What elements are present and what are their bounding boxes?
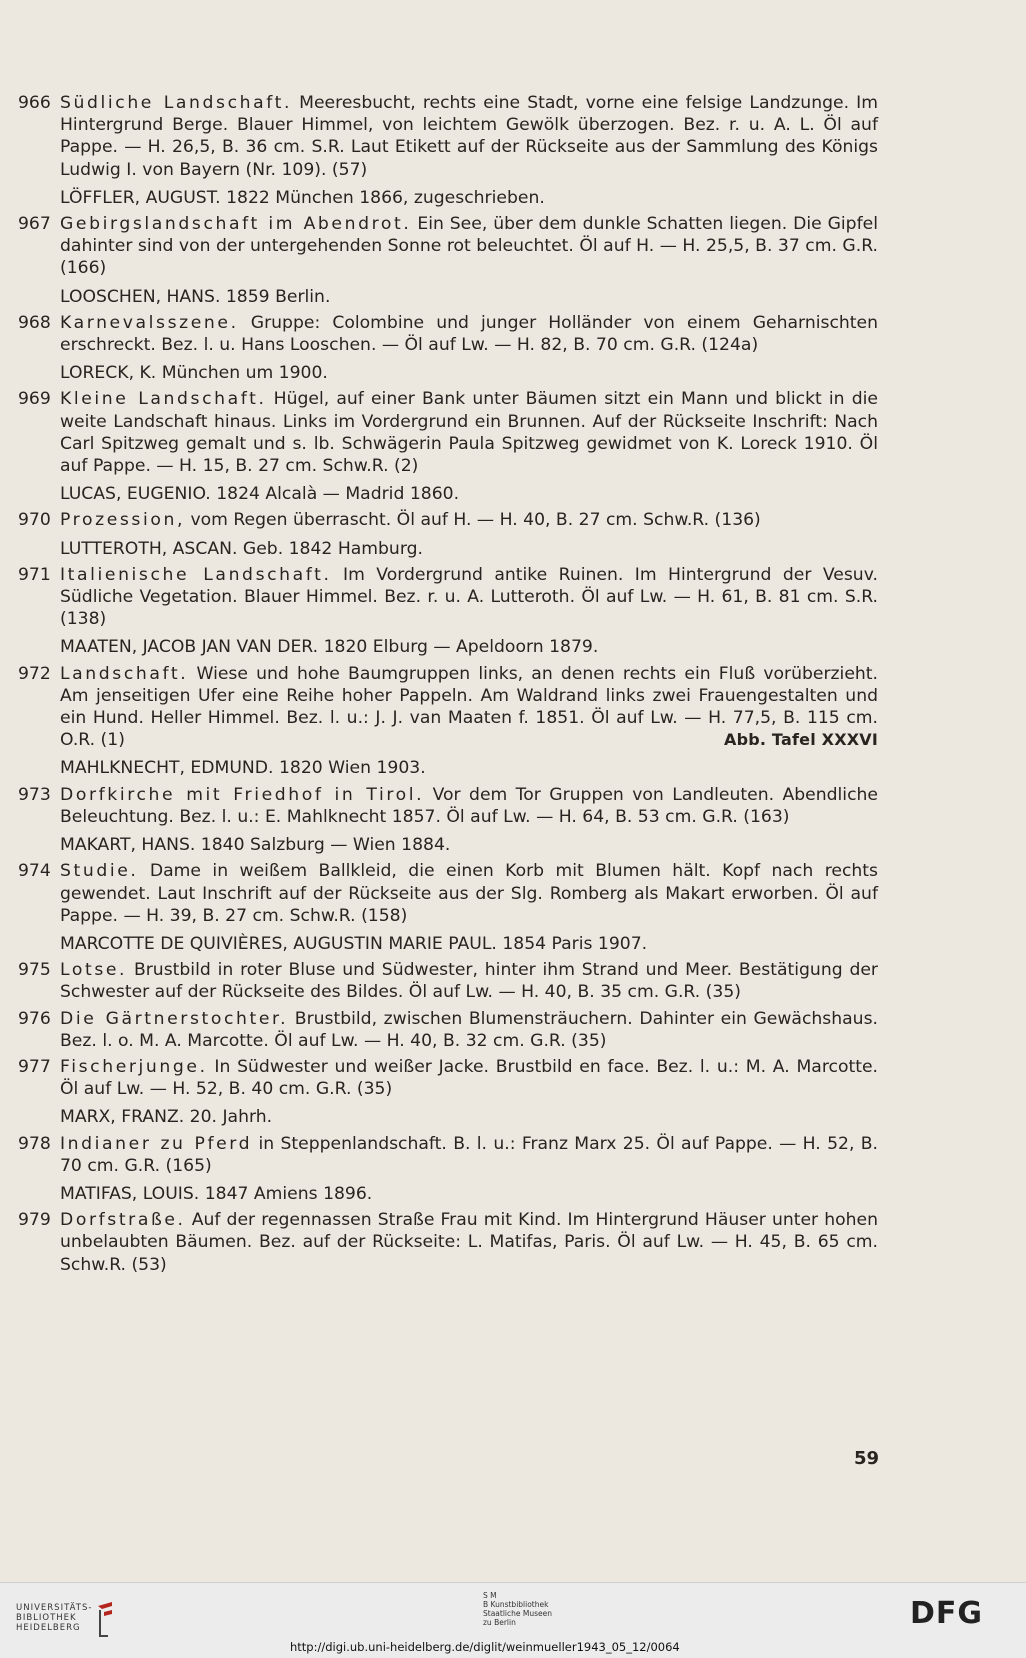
artwork-title: Studie. <box>60 861 139 882</box>
artwork-title: Gebirgslandschaft im Abendrot. <box>60 214 412 235</box>
catalog-entry <box>18 1008 878 1052</box>
university-library-label[interactable] <box>16 1603 92 1633</box>
lot-number: 969 <box>18 389 51 410</box>
artwork-description: Vor dem Tor Gruppen von Landleuten. Abendliche Beleuchtung. Bez. l. u.: E. Mahlknecht 1857. Öl auf Lw. — H. 64, B. 53 cm. G.R. (163) <box>60 784 878 827</box>
artist-heading: LÖFFLER, AUGUST. 1822 München 1866, zugeschrieben. <box>60 187 545 208</box>
catalog-entry <box>18 564 878 631</box>
catalog-entry <box>18 959 878 1003</box>
artwork-title: Dorfkirche mit Friedhof in Tirol. <box>60 784 425 805</box>
artwork-title: Karnevalsszene. <box>60 312 239 333</box>
artwork-title: Landschaft. <box>60 663 189 684</box>
artist-heading: MAATEN, JACOB JAN VAN DER. 1820 Elburg — Apeldoorn 1879. <box>60 637 599 658</box>
catalog-content <box>18 92 878 1276</box>
catalog-entry <box>18 860 878 927</box>
lot-number: 974 <box>18 861 51 882</box>
artist-heading: MAHLKNECHT, EDMUND. 1820 Wien 1903. <box>60 758 426 779</box>
lot-number: 977 <box>18 1056 51 1077</box>
artwork-description: Brustbild, zwischen Blumensträuchern. Dahinter ein Gewächshaus. Bez. l. o. M. A. Marcotte. Öl auf Lw. — H. 40, B. 32 cm. G.R. (35) <box>60 1008 878 1051</box>
artwork-description: Wiese und hohe Baumgruppen links, an denen rechts ein Fluß vorüberzieht. Am jenseitigen Ufer eine Reihe hoher Pappeln. Am Waldrand links zwei Frauengestalten und ein Hund. Heller Himmel. Bez. l. u.: J. J. van Maaten f. 1851. Öl auf Lw. — H. 77,5, B. 115 cm. O.R. (1) <box>60 663 878 751</box>
lot-number: 966 <box>18 93 51 113</box>
artwork-title: Italienische Landschaft. <box>60 564 332 585</box>
artwork-title: Fischerjunge. <box>60 1056 208 1077</box>
artist-heading: LUCAS, EUGENIO. 1824 Alcalà — Madrid 1860. <box>60 484 460 505</box>
lot-number: 970 <box>18 510 51 531</box>
artwork-title: Indianer zu Pferd <box>60 1133 253 1154</box>
kb-line-1: S M <box>483 1591 497 1600</box>
artwork-description: Hügel, auf einer Bank unter Bäumen sitzt ein Mann und blickt in die weite Landschaft hinaus. Links im Vordergrund ein Brunnen. Auf der Rückseite Inschrift: Nach Carl Spitzweg gemalt und s. lb. Schwägerin Paula Spitzweg gewidmet von K. Loreck 1910. Öl auf Pappe. — H. 15, B. 27 cm. Schw.R. (2) <box>60 389 878 477</box>
artist-heading: MARX, FRANZ. 20. Jahrh. <box>60 1107 273 1128</box>
artwork-description: Auf der regennassen Straße Frau mit Kind. Im Hintergrund Häuser unter hohen unbelaubten Bäumen. Bez. auf der Rückseite: L. Matifas, Paris. Öl auf Lw. — H. 45, B. 65 cm. Schw.R. (53) <box>60 1210 878 1275</box>
artwork-description: Im Vordergrund antike Ruinen. Im Hintergrund der Vesuv. Südliche Vegetation. Blauer Himmel. Bez. r. u. A. Lutteroth. Öl auf Lw. — H. 61, B. 81 cm. S.R. (138) <box>60 564 879 630</box>
artist-heading: MARCOTTE DE QUIVIÈRES, AUGUSTIN MARIE PAUL. 1854 Paris 1907. <box>60 933 648 954</box>
lot-number: 979 <box>18 1210 51 1231</box>
catalog-entry <box>18 213 878 280</box>
artist-heading: MATIFAS, LOUIS. 1847 Amiens 1896. <box>60 1183 373 1204</box>
catalog-entry <box>18 784 878 828</box>
artwork-title: Kleine Landschaft. <box>60 389 267 410</box>
kb-line-3: Staatliche Museen <box>483 1609 552 1618</box>
source-url-link[interactable]: http://digi.ub.uni-heidelberg.de/diglit/weinmueller1943_05_12/0064 <box>290 1640 680 1654</box>
lot-number: 967 <box>18 214 51 235</box>
artist-heading: LOOSCHEN, HANS. 1859 Berlin. <box>60 286 331 307</box>
lot-number: 978 <box>18 1133 51 1154</box>
catalog-entry <box>18 1133 878 1177</box>
artwork-title: Lotse. <box>60 960 128 981</box>
artist-heading: LUTTEROTH, ASCAN. Geb. 1842 Hamburg. <box>60 538 423 559</box>
artwork-description: Dame in weißem Ballkleid, die einen Korb mit Blumen hält. Kopf nach rechts gewendet. Laut Inschrift auf der Rückseite aus der Slg. Romberg als Makart erworben. Öl auf Pappe. — H. 39, B. 27 cm. Schw.R. (158) <box>60 861 878 926</box>
kb-line-4: zu Berlin <box>483 1618 516 1627</box>
lot-number: 968 <box>18 312 51 333</box>
university-logo-icon <box>92 1600 118 1640</box>
catalog-entry <box>18 312 878 356</box>
university-line-3: HEIDELBERG <box>16 1623 81 1633</box>
catalog-entry <box>18 1209 878 1276</box>
page-number: 59 <box>854 1448 880 1469</box>
lot-number: 975 <box>18 960 51 981</box>
catalog-entry <box>18 1056 878 1100</box>
artwork-title: Prozession, <box>60 510 186 531</box>
catalog-entry <box>18 388 878 477</box>
artist-heading: LORECK, K. München um 1900. <box>60 363 328 384</box>
kunstbibliothek-logo[interactable] <box>483 1591 552 1627</box>
lot-number: 976 <box>18 1008 51 1029</box>
catalog-entry <box>18 663 878 752</box>
university-line-1: UNIVERSITÄTS- <box>16 1603 93 1613</box>
artwork-description: In Südwester und weißer Jacke. Brustbild en face. Bez. l. u.: M. A. Marcotte. Öl auf Lw. — H. 52, B. 40 cm. G.R. (35) <box>60 1056 878 1100</box>
artwork-description: vom Regen überrascht. Öl auf H. — H. 40, B. 27 cm. Schw.R. (136) <box>185 510 761 531</box>
artwork-description: Ein See, über dem dunkle Schatten liegen. Die Gipfel dahinter sind von der untergehenden Sonne rot beleuchtet. Öl auf H. — H. 25,5, B. 37 cm. G.R. (166) <box>60 214 878 279</box>
catalog-entry <box>18 92 878 181</box>
artwork-title: Südliche Landschaft. <box>60 93 293 113</box>
artwork-description: Gruppe: Colombine und junger Holländer von einem Geharnischten erschreckt. Bez. l. u. Hans Looschen. — Öl auf Lw. — H. 82, B. 70 cm. G.R. (124a) <box>60 312 878 356</box>
artwork-description: Meeresbucht, rechts eine Stadt, vorne eine felsige Landzunge. Im Hintergrund Berge. Blauer Himmel, von leichtem Gewölk überzogen. Bez. r. u. A. L. Öl auf Pappe. — H. 26,5, B. 36 cm. S.R. Laut Etikett auf der Rückseite aus der Sammlung des Königs Ludwig I. von Bayern (Nr. 109). (57) <box>60 93 878 180</box>
lot-number: 973 <box>18 784 51 805</box>
kb-line-2: B Kunstbibliothek <box>483 1600 549 1609</box>
dfg-logo[interactable]: DFG <box>910 1596 984 1631</box>
artwork-title: Die Gärtnerstochter. <box>60 1008 289 1029</box>
catalog-entry <box>18 509 878 531</box>
lot-number: 971 <box>18 564 51 585</box>
artwork-description: Brustbild in roter Bluse und Südwester, hinter ihm Strand und Meer. Bestätigung der Schwester auf der Rückseite des Bildes. Öl auf Lw. — H. 40, B. 35 cm. G.R. (35) <box>60 960 878 1003</box>
artwork-description: in Steppenlandschaft. B. l. u.: Franz Marx 25. Öl auf Pappe. — H. 52, B. 70 cm. G.R. (165) <box>60 1133 878 1176</box>
artist-heading: MAKART, HANS. 1840 Salzburg — Wien 1884. <box>60 835 451 856</box>
plate-reference: Abb. Tafel XXXVI <box>724 730 878 750</box>
footer-bar <box>0 1582 1026 1658</box>
artwork-title: Dorfstraße. <box>60 1210 186 1231</box>
university-line-2: BIBLIOTHEK <box>16 1613 77 1623</box>
lot-number: 972 <box>18 663 51 684</box>
